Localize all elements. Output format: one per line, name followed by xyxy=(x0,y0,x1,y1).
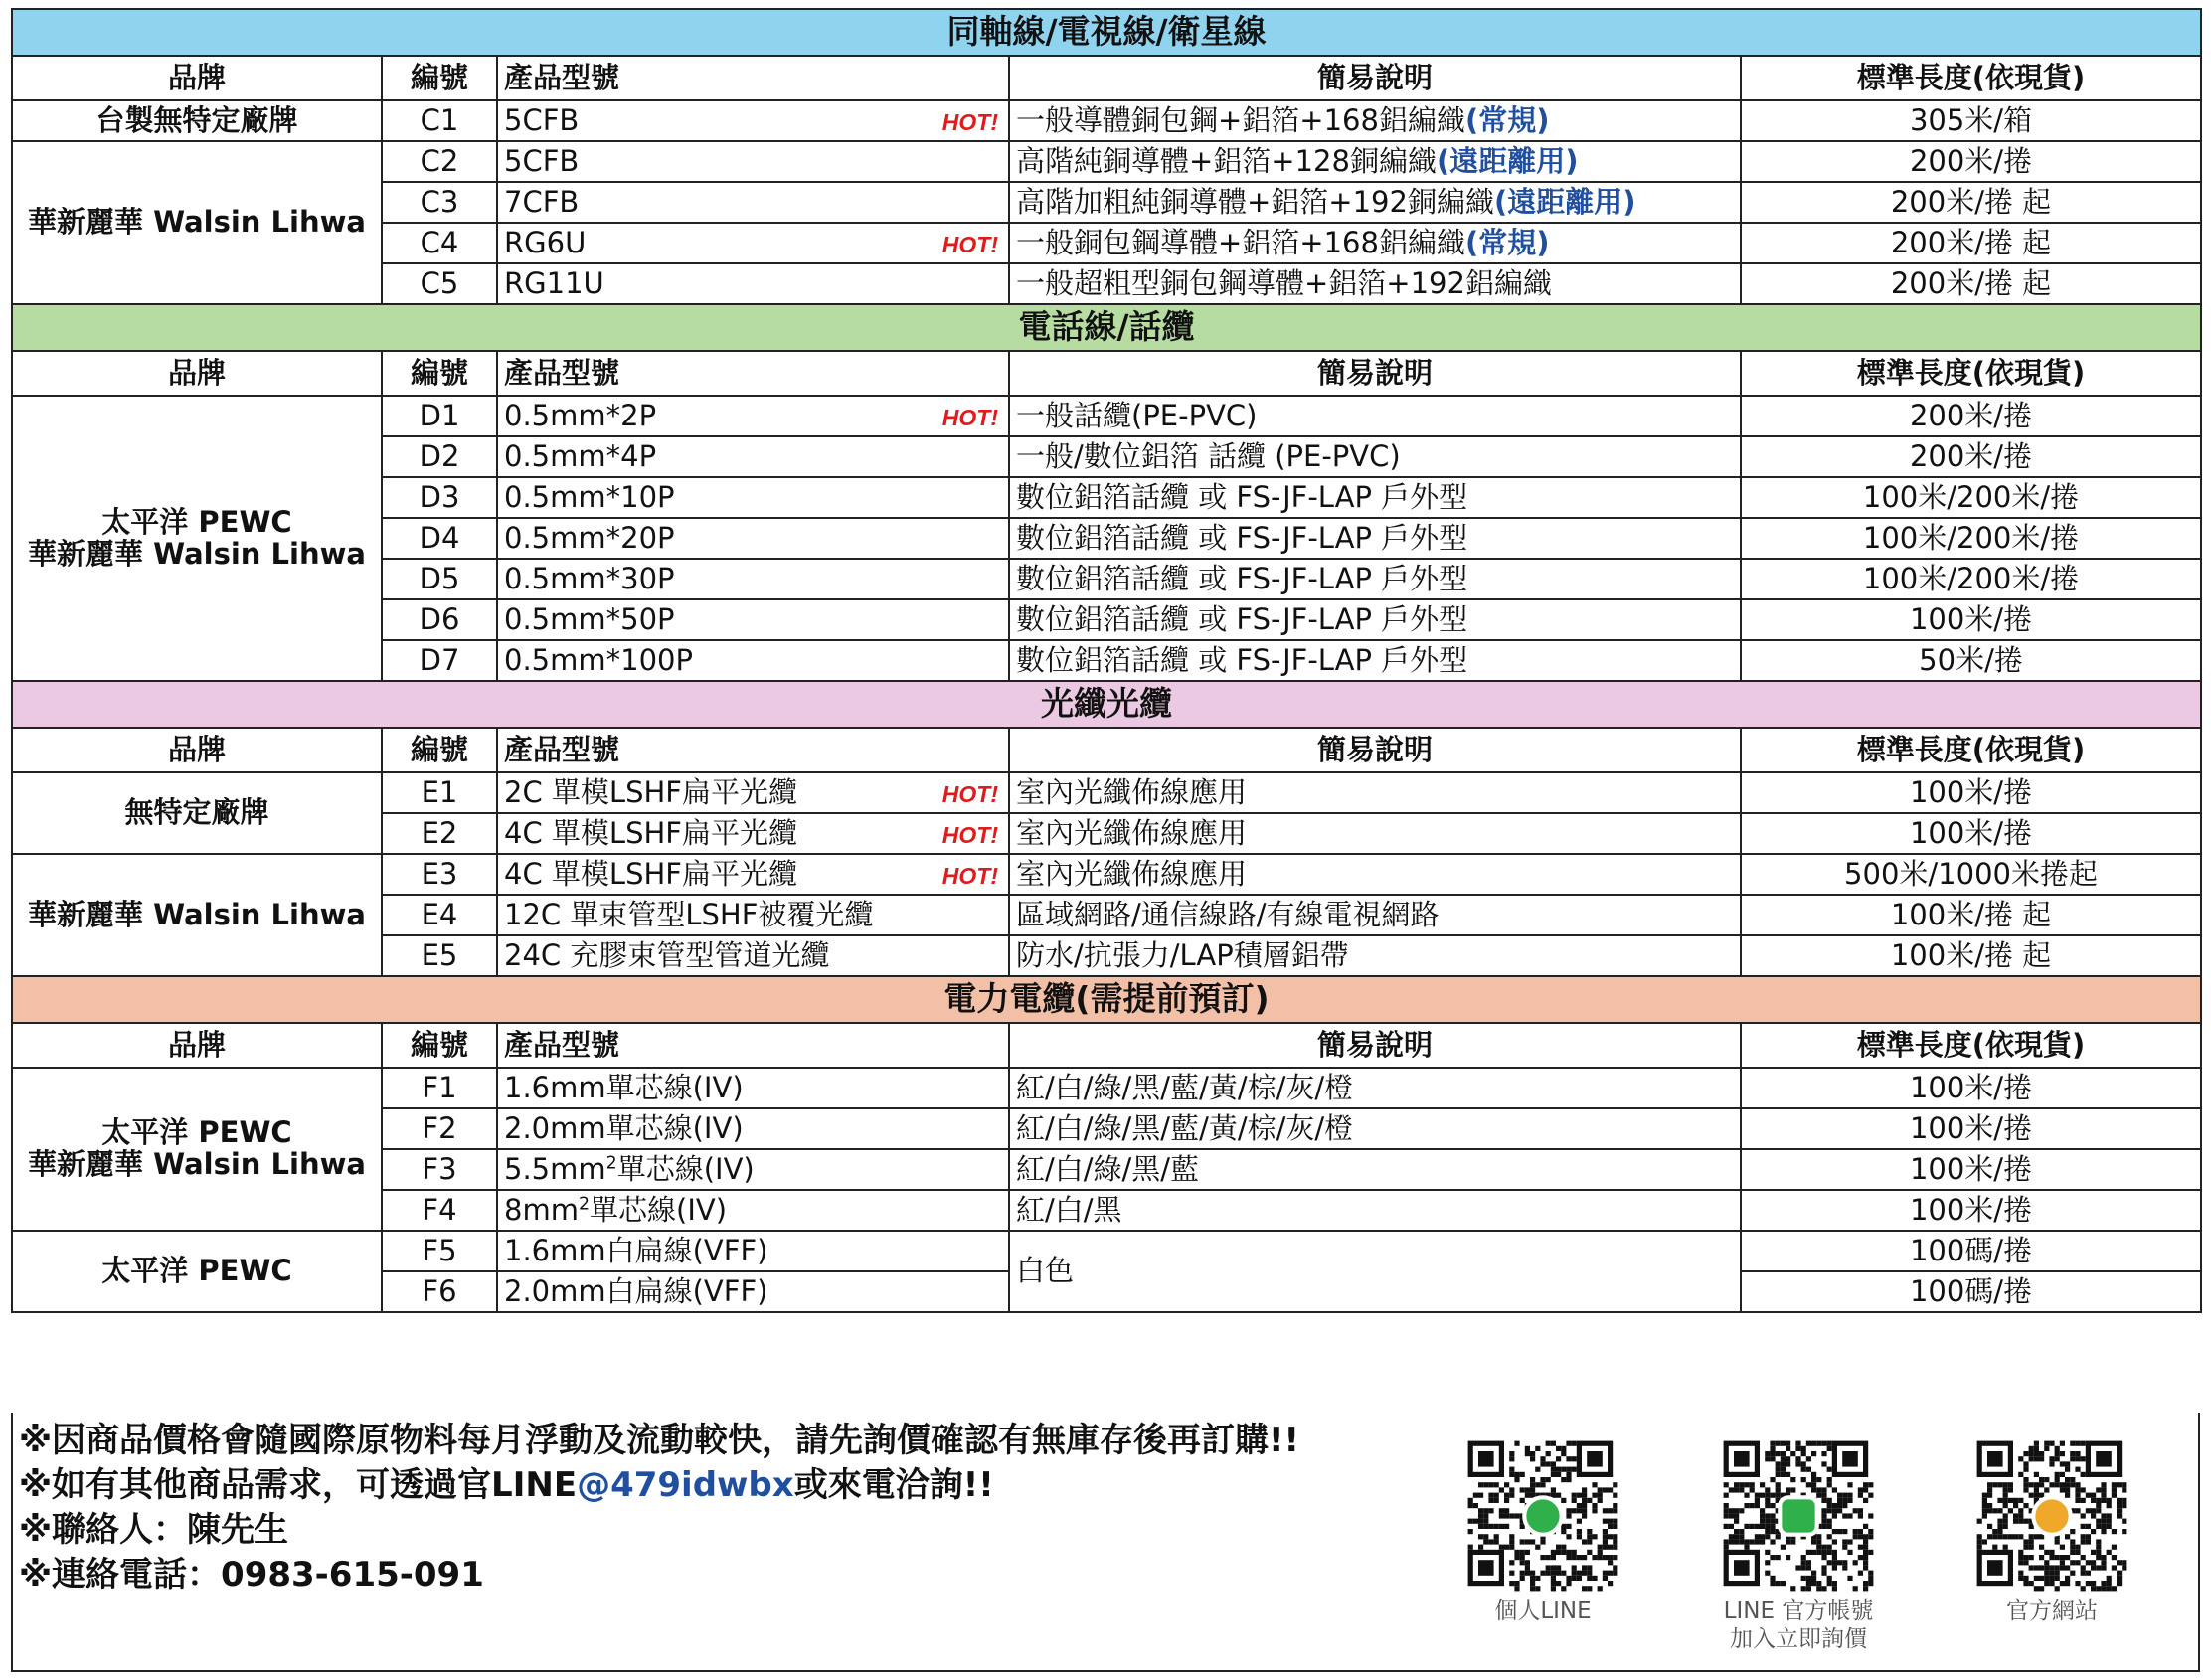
model-cell xyxy=(497,518,1009,559)
header-desc: 簡易說明 xyxy=(1009,351,1741,396)
section-title: 光纖光纜 xyxy=(12,681,2201,728)
model-name: 5.5mm xyxy=(504,1151,606,1186)
length-cell: 100米/捲 xyxy=(1741,813,2201,854)
model-cell xyxy=(497,772,1009,813)
brand-name: 華新麗華 Walsin Lihwa xyxy=(28,205,366,240)
code-cell: D5 xyxy=(382,559,497,599)
header-code: 編號 xyxy=(382,728,497,772)
desc-cell xyxy=(1009,436,1741,477)
length-cell: 100碼/捲 xyxy=(1741,1271,2201,1312)
desc-text: 數位鋁箔話纜 或 FS-JF-LAP 戶外型 xyxy=(1016,642,1468,677)
brand-name: 太平洋 PEWC xyxy=(101,1115,292,1150)
length-cell: 305米/箱 xyxy=(1741,100,2201,141)
model-suffix: 單芯線(IV) xyxy=(590,1192,728,1227)
model-name: RG11U xyxy=(504,265,604,300)
desc-cell xyxy=(1009,141,1741,182)
desc-text: 一般超粗型銅包鋼導體+鋁箔+192鋁編織 xyxy=(1016,265,1552,300)
model-name: 0.5mm*100P xyxy=(504,642,693,677)
qr-code-icon xyxy=(1721,1438,1876,1594)
product-row xyxy=(12,854,2201,895)
hot-badge: HOT! xyxy=(941,821,998,848)
length-cell: 200米/捲 xyxy=(1741,396,2201,436)
header-brand: 品牌 xyxy=(12,1023,382,1068)
header-model: 產品型號 xyxy=(497,56,1009,100)
desc-cell xyxy=(1009,263,1741,304)
length-cell: 100米/捲 xyxy=(1741,599,2201,640)
model-cell xyxy=(497,559,1009,599)
desc-text: 室內光纖佈線應用 xyxy=(1016,774,1248,809)
desc-text: 紅/白/黑 xyxy=(1016,1192,1122,1227)
model-cell xyxy=(497,1149,1009,1190)
notes xyxy=(19,1419,1299,1597)
length-cell: 200米/捲 起 xyxy=(1741,263,2201,304)
product-row xyxy=(12,396,2201,436)
brand-cell xyxy=(12,1231,382,1312)
desc-cell: 白色 xyxy=(1009,1231,1741,1312)
length-cell: 100碼/捲 xyxy=(1741,1231,2201,1271)
length-cell: 100米/捲 xyxy=(1741,772,2201,813)
brand-name: 華新麗華 Walsin Lihwa xyxy=(28,897,366,931)
product-row xyxy=(12,772,2201,813)
length-cell: 100米/200米/捲 xyxy=(1741,518,2201,559)
model-cell xyxy=(497,935,1009,976)
length-cell: 50米/捲 xyxy=(1741,640,2201,681)
model-suffix: 單芯線(IV) xyxy=(616,1151,755,1186)
desc-cell xyxy=(1009,559,1741,599)
code-cell: D6 xyxy=(382,599,497,640)
header-desc: 簡易說明 xyxy=(1009,1023,1741,1068)
length-cell: 500米/1000米捲起 xyxy=(1741,854,2201,895)
code-cell: E4 xyxy=(382,895,497,935)
qr-caption: 個人LINE xyxy=(1494,1598,1592,1624)
model-cell xyxy=(497,223,1009,263)
brand-name: 無特定廠牌 xyxy=(124,795,269,830)
desc-text: 一般銅包鋼導體+鋁箔+168鋁編織 xyxy=(1016,225,1465,259)
length-cell: 200米/捲 起 xyxy=(1741,182,2201,223)
qr-caption: 官方網站 xyxy=(2006,1598,2098,1624)
model-cell xyxy=(497,396,1009,436)
model-cell xyxy=(497,1231,1009,1271)
desc-cell xyxy=(1009,100,1741,141)
desc-cell xyxy=(1009,1068,1741,1108)
model-cell xyxy=(497,436,1009,477)
brand-cell xyxy=(12,141,382,304)
hot-badge: HOT! xyxy=(941,780,998,807)
section-title: 電話線/話纜 xyxy=(12,304,2201,351)
desc-cell xyxy=(1009,813,1741,854)
section-title: 電力電纜(需提前預訂) xyxy=(12,976,2201,1023)
model-cell xyxy=(497,640,1009,681)
code-cell: E2 xyxy=(382,813,497,854)
desc-cell xyxy=(1009,223,1741,263)
desc-text: 數位鋁箔話纜 或 FS-JF-LAP 戶外型 xyxy=(1016,601,1468,636)
desc-text: 高階加粗純銅導體+鋁箔+192銅編織 xyxy=(1016,184,1494,219)
section-title-row xyxy=(12,681,2201,728)
model-name: 0.5mm*4P xyxy=(504,438,657,473)
desc-cell xyxy=(1009,895,1741,935)
header-length: 標準長度(依現貨) xyxy=(1741,728,2201,772)
length-cell: 100米/捲 xyxy=(1741,1190,2201,1231)
length-cell: 100米/捲 xyxy=(1741,1068,2201,1108)
section-title-row xyxy=(12,9,2201,56)
brand-cell xyxy=(12,1068,382,1231)
brand-name: 台製無特定廠牌 xyxy=(95,102,298,137)
desc-note: (常規) xyxy=(1464,102,1550,137)
header-row xyxy=(12,56,2201,100)
brand-cell xyxy=(12,100,382,141)
model-name: 4C 單模LSHF扁平光纜 xyxy=(504,856,797,891)
code-cell: C4 xyxy=(382,223,497,263)
model-name: RG6U xyxy=(504,225,587,259)
model-name: 12C 單束管型LSHF被覆光纜 xyxy=(504,897,874,931)
hot-badge: HOT! xyxy=(941,231,998,257)
model-name: 2C 單模LSHF扁平光纜 xyxy=(504,774,797,809)
desc-text: 區域網路/通信線路/有線電視網路 xyxy=(1016,897,1440,931)
length-cell: 200米/捲 xyxy=(1741,436,2201,477)
header-length: 標準長度(依現貨) xyxy=(1741,351,2201,396)
qr-code-icon xyxy=(1465,1438,1620,1594)
brand-cell xyxy=(12,854,382,976)
header-code: 編號 xyxy=(382,351,497,396)
model-cell xyxy=(497,854,1009,895)
code-cell: F4 xyxy=(382,1190,497,1231)
model-cell xyxy=(497,477,1009,518)
code-cell: C2 xyxy=(382,141,497,182)
desc-text: 一般導體銅包鋼+鋁箔+168鋁編織 xyxy=(1016,102,1465,137)
hot-badge: HOT! xyxy=(941,404,998,430)
header-model: 產品型號 xyxy=(497,1023,1009,1068)
line-id-link[interactable]: @479idwbx xyxy=(577,1465,794,1505)
qr-code-icon xyxy=(1974,1438,2129,1594)
desc-cell xyxy=(1009,1190,1741,1231)
brand-cell xyxy=(12,396,382,681)
code-cell: D3 xyxy=(382,477,497,518)
desc-cell xyxy=(1009,935,1741,976)
line-official-icon xyxy=(1780,1497,1816,1534)
brand-cell xyxy=(12,772,382,854)
code-cell: E3 xyxy=(382,854,497,895)
desc-text: 室內光纖佈線應用 xyxy=(1016,856,1248,891)
model-name: 1.6mm單芯線(IV) xyxy=(504,1070,744,1104)
model-name: 5CFB xyxy=(504,102,580,137)
desc-text: 紅/白/綠/黑/藍/黃/棕/灰/橙 xyxy=(1016,1070,1354,1104)
code-cell: C5 xyxy=(382,263,497,304)
desc-note: (遠距離用) xyxy=(1436,143,1579,178)
model-name: 0.5mm*2P xyxy=(504,398,657,432)
model-name: 0.5mm*50P xyxy=(504,601,675,636)
length-cell: 100米/捲 xyxy=(1741,1149,2201,1190)
qr-line-official[interactable] xyxy=(1719,1438,1878,1653)
length-cell: 100米/捲 起 xyxy=(1741,935,2201,976)
desc-text: 防水/抗張力/LAP積層鋁帶 xyxy=(1016,937,1349,972)
brand-name: 華新麗華 Walsin Lihwa xyxy=(28,1147,366,1181)
brand-name: 太平洋 PEWC xyxy=(101,504,292,539)
header-row xyxy=(12,1023,2201,1068)
desc-text: 數位鋁箔話纜 或 FS-JF-LAP 戶外型 xyxy=(1016,561,1468,595)
desc-text: 高階純銅導體+鋁箔+128銅編織 xyxy=(1016,143,1437,178)
model-cell xyxy=(497,1108,1009,1149)
section-title-row xyxy=(12,976,2201,1023)
desc-text: 一般話纜(PE-PVC) xyxy=(1016,398,1258,432)
header-length: 標準長度(依現貨) xyxy=(1741,1023,2201,1068)
hot-badge: HOT! xyxy=(941,862,998,889)
desc-cell xyxy=(1009,182,1741,223)
contact-person: ※聯絡人：陳先生 xyxy=(19,1510,289,1550)
length-cell: 100米/捲 xyxy=(1741,1108,2201,1149)
desc-text: 數位鋁箔話纜 或 FS-JF-LAP 戶外型 xyxy=(1016,479,1468,514)
code-cell: E1 xyxy=(382,772,497,813)
code-cell: D7 xyxy=(382,640,497,681)
model-name: 0.5mm*20P xyxy=(504,520,675,555)
contact-phone: ※連絡電話：0983-615-091 xyxy=(19,1555,484,1595)
desc-text: 數位鋁箔話纜 或 FS-JF-LAP 戶外型 xyxy=(1016,520,1468,555)
line-chat-icon xyxy=(1524,1497,1561,1534)
header-desc: 簡易說明 xyxy=(1009,728,1741,772)
desc-cell xyxy=(1009,1149,1741,1190)
length-cell: 100米/200米/捲 xyxy=(1741,559,2201,599)
desc-cell xyxy=(1009,854,1741,895)
model-cell xyxy=(497,182,1009,223)
code-cell: D2 xyxy=(382,436,497,477)
desc-cell xyxy=(1009,599,1741,640)
desc-text: 紅/白/綠/黑/藍/黃/棕/灰/橙 xyxy=(1016,1110,1354,1145)
code-cell: C1 xyxy=(382,100,497,141)
desc-text: 紅/白/綠/黑/藍 xyxy=(1016,1151,1200,1186)
model-name: 0.5mm*10P xyxy=(504,479,675,514)
header-row xyxy=(12,728,2201,772)
model-name: 5CFB xyxy=(504,143,580,178)
header-brand: 品牌 xyxy=(12,56,382,100)
model-cell xyxy=(497,895,1009,935)
length-cell: 200米/捲 起 xyxy=(1741,223,2201,263)
model-cell xyxy=(497,263,1009,304)
website-icon xyxy=(2033,1497,2070,1534)
code-cell: D1 xyxy=(382,396,497,436)
product-row xyxy=(12,100,2201,141)
desc-cell xyxy=(1009,518,1741,559)
product-row xyxy=(12,1068,2201,1108)
model-name: 7CFB xyxy=(504,184,580,219)
desc-cell xyxy=(1009,477,1741,518)
model-superscript: 2 xyxy=(605,1152,617,1173)
product-row xyxy=(12,1231,2201,1271)
qr-caption: LINE 官方帳號 加入立即詢價 xyxy=(1723,1598,1874,1652)
header-desc: 簡易說明 xyxy=(1009,56,1741,100)
model-cell xyxy=(497,1190,1009,1231)
length-cell: 200米/捲 xyxy=(1741,141,2201,182)
section-title: 同軸線/電視線/衛星線 xyxy=(12,9,2201,56)
code-cell: E5 xyxy=(382,935,497,976)
desc-cell xyxy=(1009,1108,1741,1149)
model-cell xyxy=(497,1271,1009,1312)
code-cell: F5 xyxy=(382,1231,497,1271)
code-cell: F3 xyxy=(382,1149,497,1190)
model-cell xyxy=(497,141,1009,182)
model-name: 24C 充膠束管型管道光纜 xyxy=(504,937,830,972)
code-cell: F2 xyxy=(382,1108,497,1149)
hot-badge: HOT! xyxy=(941,108,998,135)
desc-text: 一般/數位鋁箔 話纜 (PE-PVC) xyxy=(1016,438,1401,473)
length-cell: 100米/200米/捲 xyxy=(1741,477,2201,518)
model-superscript: 2 xyxy=(578,1193,591,1214)
model-name: 8mm xyxy=(504,1192,579,1227)
desc-cell xyxy=(1009,640,1741,681)
product-row xyxy=(12,141,2201,182)
header-model: 產品型號 xyxy=(497,351,1009,396)
desc-cell xyxy=(1009,396,1741,436)
qr-website[interactable] xyxy=(1972,1438,2131,1625)
price-notice: ※因商品價格會隨國際原物料每月浮動及流動較快，請先詢價確認有無庫存後再訂購!! xyxy=(19,1421,1300,1460)
brand-name: 太平洋 PEWC xyxy=(101,1254,292,1288)
header-code: 編號 xyxy=(382,56,497,100)
model-name: 1.6mm白扁線(VFF) xyxy=(504,1233,768,1267)
model-name: 2.0mm白扁線(VFF) xyxy=(504,1273,768,1308)
desc-note: (常規) xyxy=(1464,225,1550,259)
code-cell: F6 xyxy=(382,1271,497,1312)
length-cell: 100米/捲 起 xyxy=(1741,895,2201,935)
header-brand: 品牌 xyxy=(12,351,382,396)
code-cell: D4 xyxy=(382,518,497,559)
header-row xyxy=(12,351,2201,396)
model-cell xyxy=(497,813,1009,854)
model-cell xyxy=(497,100,1009,141)
header-code: 編號 xyxy=(382,1023,497,1068)
section-title-row xyxy=(12,304,2201,351)
qr-personal-line[interactable] xyxy=(1463,1438,1622,1625)
model-cell xyxy=(497,599,1009,640)
product-table xyxy=(11,8,2202,1313)
brand-name: 華新麗華 Walsin Lihwa xyxy=(28,536,366,571)
price-sheet xyxy=(11,8,2200,1313)
desc-text: 室內光纖佈線應用 xyxy=(1016,815,1248,850)
model-name: 4C 單模LSHF扁平光纜 xyxy=(504,815,797,850)
code-cell: C3 xyxy=(382,182,497,223)
model-cell xyxy=(497,1068,1009,1108)
model-name: 0.5mm*30P xyxy=(504,561,675,595)
footer xyxy=(11,1413,2200,1672)
line-contact-notice: ※如有其他商品需求，可透過官LINE@479idwbx或來電洽詢!! xyxy=(19,1465,994,1505)
header-brand: 品牌 xyxy=(12,728,382,772)
code-cell: F1 xyxy=(382,1068,497,1108)
desc-note: (遠距離用) xyxy=(1493,184,1636,219)
model-name: 2.0mm單芯線(IV) xyxy=(504,1110,744,1145)
header-model: 產品型號 xyxy=(497,728,1009,772)
header-length: 標準長度(依現貨) xyxy=(1741,56,2201,100)
desc-cell xyxy=(1009,772,1741,813)
